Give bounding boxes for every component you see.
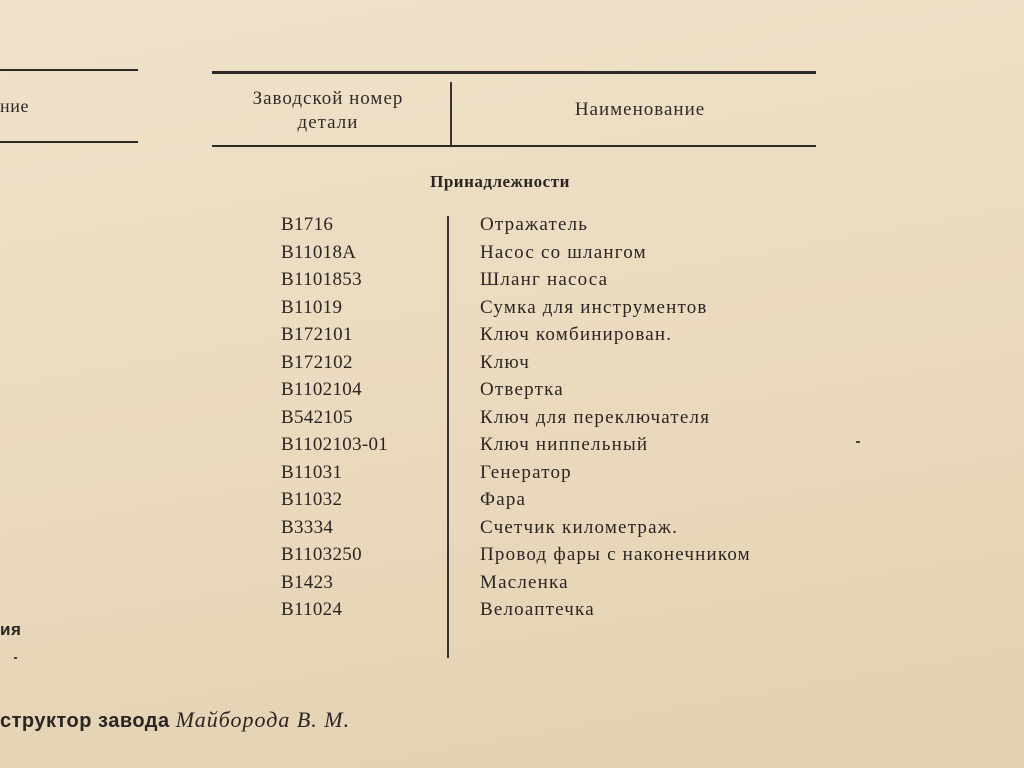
table-row [0, 297, 1024, 325]
part-name: Ключ [480, 351, 530, 373]
part-code: B11019 [281, 296, 343, 318]
part-name: Провод фары с наконечником [480, 544, 751, 565]
table-row [0, 462, 1024, 490]
table-row [0, 352, 1024, 380]
footer-prefix: структор завода [0, 710, 170, 732]
part-name: Отражатель [480, 214, 589, 235]
column-header-name: Наименование [574, 99, 706, 120]
part-name: Генератор [480, 461, 572, 483]
table-row [0, 434, 1024, 462]
left-header-bottom-rule [0, 141, 138, 143]
part-code: B1102104 [281, 379, 362, 400]
footer-signature-line [0, 707, 350, 733]
part-name: Масленка [480, 571, 569, 593]
table-row [0, 489, 1024, 517]
table-row [0, 544, 1024, 572]
left-row-fragment: ия [0, 620, 22, 639]
header-column-divider [450, 82, 452, 146]
table-row [0, 379, 1024, 407]
part-name: Ключ ниппельный [480, 434, 649, 455]
table-row [0, 407, 1024, 435]
part-name: Велоаптечка [480, 599, 595, 620]
footer-signature: Майборода В. М. [175, 707, 351, 732]
table-row [0, 324, 1024, 352]
left-top-rule [0, 69, 138, 71]
part-name: Сумка для инструментов [480, 296, 708, 318]
part-code: B172101 [281, 324, 353, 345]
part-code: B1423 [281, 571, 334, 593]
table-row [0, 214, 1024, 242]
part-name: Фара [480, 489, 527, 510]
table-row [0, 242, 1024, 270]
table-row [0, 269, 1024, 297]
part-code: B11031 [281, 461, 343, 483]
column-header-code: Заводской номер детали [252, 88, 404, 133]
part-code: B1102103-01 [281, 434, 389, 455]
stray-mark [856, 441, 860, 443]
part-code: B11018A [281, 241, 357, 263]
table-top-rule [212, 71, 816, 74]
part-code: B1716 [281, 214, 334, 235]
part-name: Отвертка [480, 379, 564, 400]
part-code: B172102 [281, 351, 353, 373]
part-name: Ключ для переключателя [480, 406, 711, 428]
part-code: B11024 [281, 599, 343, 620]
table-row [0, 599, 1024, 627]
part-code: B542105 [281, 406, 353, 428]
part-name: Ключ комбинирован. [480, 324, 673, 345]
table-row [0, 517, 1024, 545]
stray-mark [14, 657, 17, 659]
table-row [0, 572, 1024, 600]
part-code: B1103250 [281, 544, 362, 565]
part-name: Счетчик километраж. [480, 516, 679, 538]
parts-list [0, 214, 1024, 627]
part-code: B11032 [281, 489, 343, 510]
part-name: Шланг насоса [480, 269, 609, 290]
part-code: B1101853 [281, 269, 362, 290]
left-header-fragment: ние [0, 96, 30, 116]
part-name: Насос со шлангом [480, 241, 647, 263]
table-header-bottom-rule [212, 145, 816, 147]
section-title: Принадлежности [430, 172, 570, 191]
part-code: B3334 [281, 516, 334, 538]
